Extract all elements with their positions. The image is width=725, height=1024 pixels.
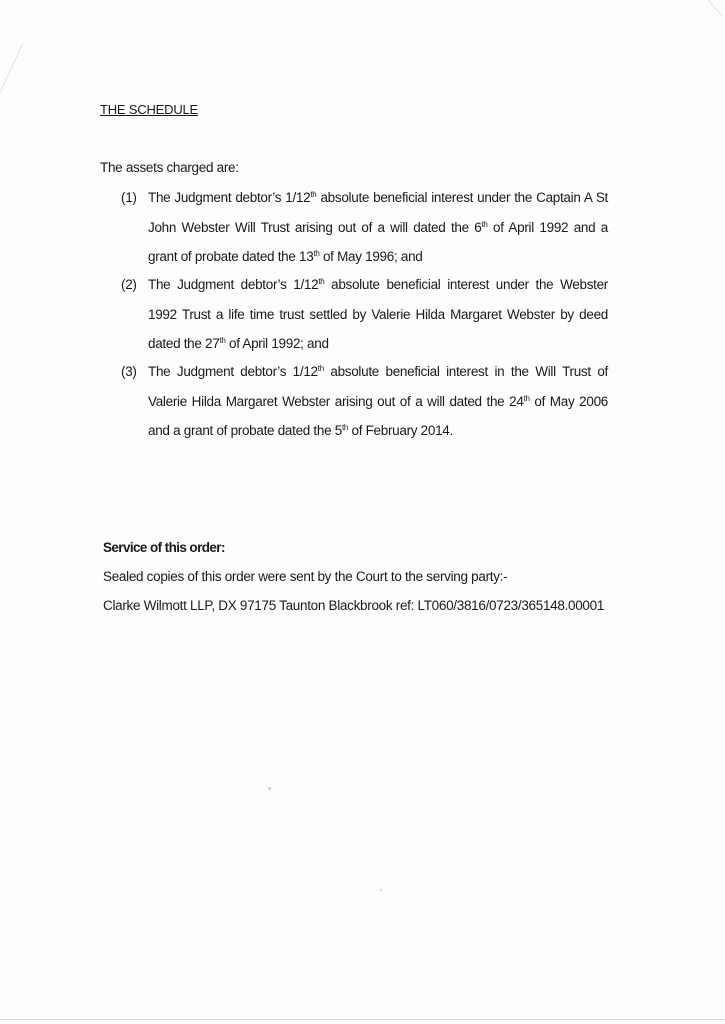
ordinal-suffix: th [481, 219, 488, 229]
ordinal-suffix: th [523, 393, 530, 403]
item-text [148, 270, 608, 359]
scan-mark [0, 43, 24, 98]
item-text-run: of May 1996; and [319, 249, 423, 264]
item-text-run: The Judgment debtor’s 1/12 [148, 190, 311, 205]
item-text [148, 183, 608, 272]
item-text-run: The Judgment debtor’s 1/12 [148, 364, 318, 379]
asset-item [121, 183, 608, 273]
item-text-run: absolute beneficial interest in the Will Trust of Valerie Hilda Margaret Webster arising out of a will dated the 24 [148, 364, 609, 409]
item-text-run: of April 1992; and [225, 336, 329, 351]
assets-intro: The assets charged are: [100, 160, 239, 175]
page-edge [0, 1019, 725, 1020]
item-text [148, 357, 608, 446]
item-number: (1) [121, 190, 137, 205]
service-statement: Sealed copies of this order were sent by the Court to the serving party:- [103, 569, 508, 584]
ordinal-suffix: th [318, 277, 325, 286]
scan-mark [702, 0, 722, 17]
item-text-run: absolute beneficial interest under the Captain A St John Webster Will Trust arising out of a will dated the 6 [148, 190, 609, 235]
ordinal-suffix: th [310, 190, 317, 199]
scan-speck [268, 787, 271, 790]
service-heading: Service of this order: [103, 540, 225, 555]
serving-party-details: Clarke Wilmott LLP, DX 97175 Taunton Blackbrook ref: LT060/3816/0723/365148.00001 [103, 598, 605, 613]
ordinal-suffix: th [341, 423, 349, 432]
schedule-heading: THE SCHEDULE [100, 102, 199, 117]
ordinal-suffix: th [317, 364, 324, 373]
item-text-run: absolute beneficial interest under the Webster 1992 Trust a life time trust settled by Valerie Hilda Margaret Webster by deed dated the 27 [148, 277, 608, 351]
ordinal-suffix: th [219, 336, 226, 345]
asset-item [121, 270, 608, 360]
item-text-run: of May 2006 and a grant of probate dated the 5 [148, 393, 609, 438]
item-text-run: The Judgment debtor’s 1/12 [148, 277, 319, 292]
ordinal-suffix: th [313, 249, 320, 258]
item-number: (3) [121, 364, 137, 379]
asset-item [121, 357, 608, 447]
item-number: (2) [121, 277, 137, 292]
item-text-run: of April 1992 and a grant of probate dated the 13 [148, 219, 608, 264]
item-text-run: of February 2014. [348, 423, 453, 438]
scan-speck [380, 889, 382, 891]
